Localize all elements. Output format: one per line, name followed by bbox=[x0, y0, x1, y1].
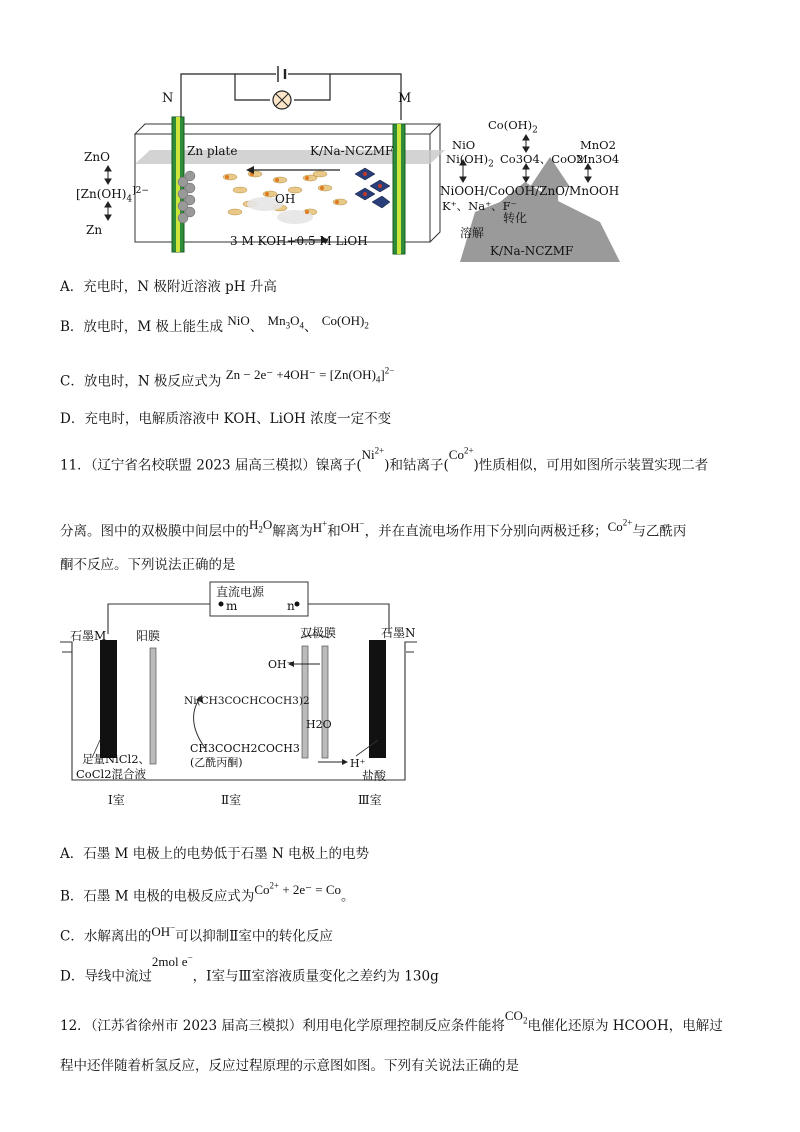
terminal-n: n bbox=[287, 599, 295, 613]
electrolyte-label: 3 M KOH+0.5 M LiOH bbox=[230, 234, 368, 248]
q11-stem-line1: 11．（辽宁省名校联盟 2023 届高三模拟）镍离子$(Ni^{2+})$和钴离子$(Co^{2+})$性质相似，可用如图所示装置实现二者 bbox=[60, 446, 709, 474]
q12-stem-line2: 程中还伴随着析氢反应，反应过程原理的示意图如图。下列有关说法正确的是 bbox=[60, 1058, 519, 1074]
q11-option-d: D．导线中流过2mol e−，Ⅰ室与Ⅲ室溶液质量变化之差约为 130g bbox=[60, 953, 439, 985]
left-solution-line1: 足量NiCl2、 bbox=[82, 752, 151, 766]
right-base: K/Na-NCZMF bbox=[490, 244, 574, 258]
q11-option-b: B．石墨 M 电极的电极反应式为$Co^{2+} + 2e^- = Co$。 bbox=[60, 881, 355, 905]
room-3-label: Ⅲ室 bbox=[358, 793, 382, 807]
q10-option-b: B．放电时，M 极上能生成 NiO、 $Mn_3O_4$、 $Co(OH)_2$ bbox=[60, 313, 369, 335]
q10-option-d: D．充电时，电解质溶液中 KOH、LiOH 浓度一定不变 bbox=[60, 411, 392, 427]
right-dissolve: 溶解 bbox=[460, 226, 485, 240]
q10-option-c: C．放电时，N 极反应式为 $Zn - 2e^- +4OH^- = [Zn(OH)_4]^{2-}$ bbox=[60, 366, 395, 390]
terminal-m: m bbox=[226, 599, 238, 613]
room-1-label: Ⅰ室 bbox=[108, 793, 125, 807]
nickel-complex-label: Ni(CH3COCHCOCH3)2 bbox=[184, 695, 310, 707]
electrolysis-diagram bbox=[60, 580, 720, 810]
right-nio: NiO bbox=[452, 138, 476, 152]
right-mno2: MnO2 bbox=[580, 138, 616, 152]
oh-minus-label: OH⁻ bbox=[268, 658, 293, 671]
label-n: N bbox=[162, 91, 174, 106]
h-plus-label: H⁺ bbox=[350, 757, 366, 770]
left-zn: Zn bbox=[86, 223, 103, 237]
q10-option-a: A．充电时，N 极附近溶液 pH 升高 bbox=[60, 279, 277, 295]
left-zincate: [$Zn(OH)_4^{]2-}$ bbox=[76, 186, 149, 205]
zn-plate-label: Zn plate bbox=[187, 144, 238, 158]
label-m: M bbox=[398, 91, 412, 106]
q11-option-a: A．石墨 M 电极上的电势低于石墨 N 电极上的电势 bbox=[60, 846, 370, 862]
room-2-label: Ⅱ室 bbox=[221, 793, 242, 807]
right-products: NiOOH/CoOOH/ZnO/MnOOH bbox=[440, 184, 620, 198]
left-solution-line2: CoCl2混合液 bbox=[76, 767, 147, 781]
bipolar-membrane-label: 双极膜 bbox=[300, 626, 337, 640]
acid-label: 盐酸 bbox=[362, 769, 387, 783]
left-zno: ZnO bbox=[84, 150, 110, 164]
q11-stem-line3: 酮不反应。下列说法正确的是 bbox=[60, 557, 236, 573]
right-ions: K⁺、Na⁺、F⁻ bbox=[442, 199, 517, 213]
acac-label: CH3COCH2COCH3 bbox=[190, 742, 300, 755]
graphite-m-label: 石墨M bbox=[70, 629, 107, 643]
right-co3o4: Co3O4、CoO2 bbox=[500, 152, 584, 166]
graphite-n-label: 石墨N bbox=[381, 626, 416, 640]
cation-membrane-label: 阳膜 bbox=[136, 629, 161, 643]
oh-label: OH bbox=[275, 192, 296, 206]
right-mn3o4: Mn3O4 bbox=[576, 152, 620, 166]
right-cooh2: $Co(OH)_2$ bbox=[488, 118, 538, 136]
q11-option-c: C．水解离出的OH−可以抑制Ⅱ室中的转化反应 bbox=[60, 923, 333, 945]
right-transform: 转化 bbox=[503, 211, 528, 225]
water-label: H2O bbox=[306, 718, 332, 731]
right-nioh2: $Ni(OH)_2$ bbox=[446, 152, 494, 170]
membrane-label: K/Na-NCZMF bbox=[310, 144, 394, 158]
q12-stem-line1: 12．（江苏省徐州市 2023 届高三模拟）利用电化学原理控制反应条件能将$CO_2$电催化还原为 HCOOH，电解过 bbox=[60, 1008, 723, 1034]
acac-name: (乙酰丙酮) bbox=[190, 756, 243, 769]
q11-stem-line2: 分离。图中的双极膜中间层中的$H_2O$解离为H+和OH−，并在直流电场作用下分别向两极迁移；$Co^{2+}$与乙酰丙 bbox=[60, 517, 687, 540]
power-supply-label: 直流电源 bbox=[216, 585, 265, 599]
